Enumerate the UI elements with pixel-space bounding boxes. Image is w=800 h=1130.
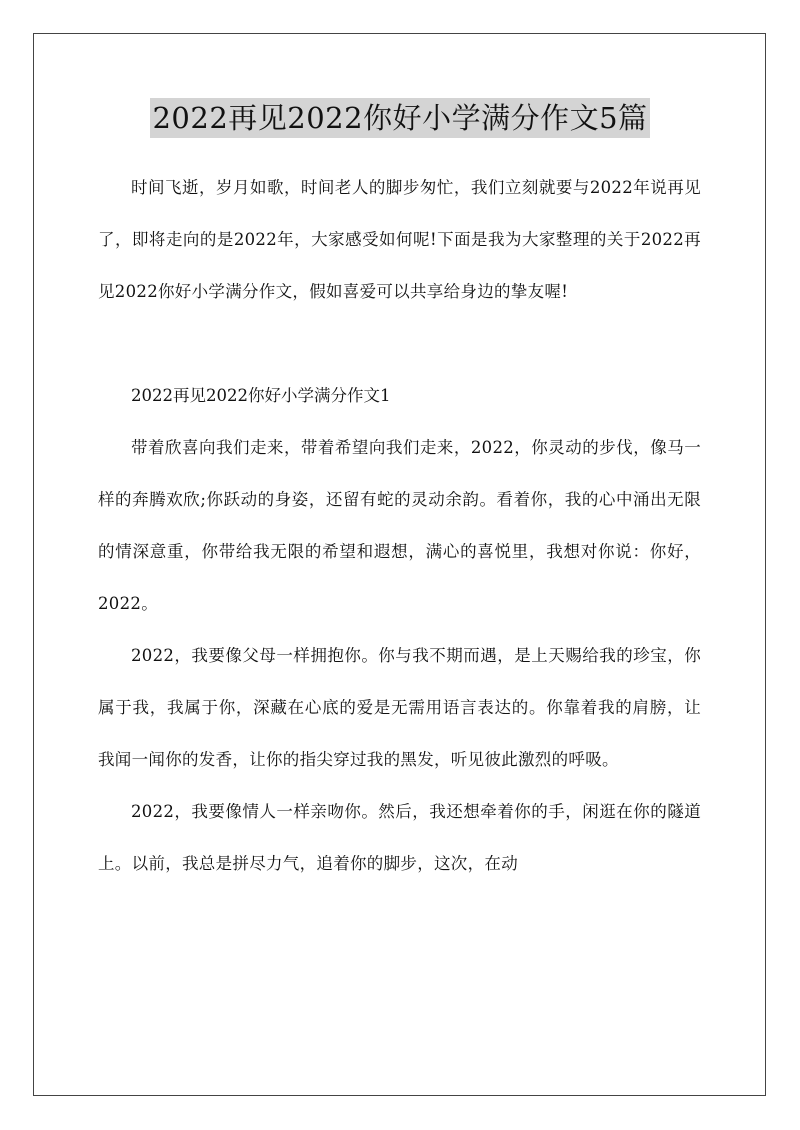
essay-heading: 2022再见2022你好小学满分作文1 xyxy=(131,386,391,405)
essay-paragraph-1: 带着欣喜向我们走来，带着希望向我们走来，2022，你灵动的步伐，像马一样的奔腾欢欣;你跃动的身姿，还留有蛇的灵动余韵。看着你，我的心中涌出无限的情深意重，你带给我无限的希望和遐想，满心的喜悦里，我想对你说：你好，2022。 xyxy=(98,438,701,613)
essay-paragraph-2: 2022，我要像父母一样拥抱你。你与我不期而遇，是上天赐给我的珍宝，你属于我，我属于你，深藏在心底的爱是无需用语言表达的。你靠着我的肩膀，让我闻一闻你的发香，让你的指尖穿过我的黑发，听见彼此激烈的呼吸。 xyxy=(98,646,701,769)
title-container xyxy=(0,98,800,138)
intro-paragraph: 时间飞逝，岁月如歌，时间老人的脚步匆忙，我们立刻就要与2022年说再见了，即将走向的是2022年，大家感受如何呢!下面是我为大家整理的关于2022再见2022你好小学满分作文，假如喜爱可以共享给身边的挚友喔! xyxy=(98,178,701,301)
document-title: 2022再见2022你好小学满分作文5篇 xyxy=(150,98,649,138)
paragraph-gap xyxy=(98,318,701,370)
essay-paragraph-3: 2022，我要像情人一样亲吻你。然后，我还想牵着你的手，闲逛在你的隧道上。以前，我总是拼尽力气，追着你的脚步，这次，在动 xyxy=(98,802,701,873)
document-body xyxy=(98,162,701,890)
